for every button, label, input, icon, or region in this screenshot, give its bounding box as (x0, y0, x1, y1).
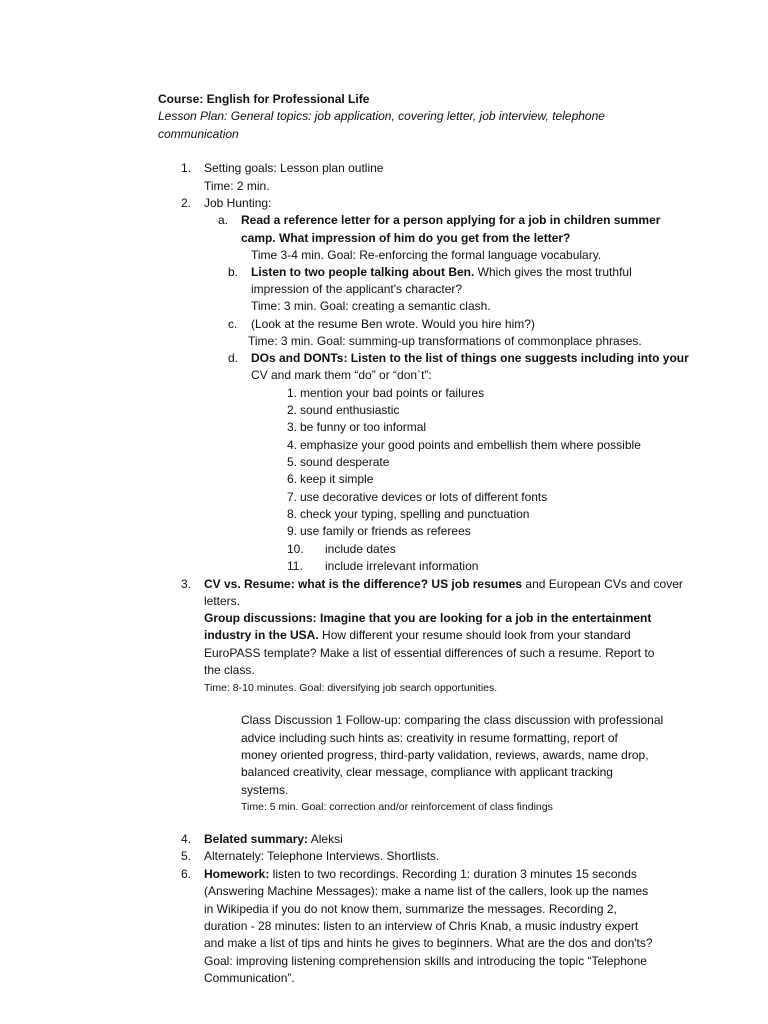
item-2c-time: Time: 3 min. Goal: summing-up transformations of commonplace phrases. (248, 334, 642, 348)
class-discussion-line-3: money oriented progress, third-party validation, reviews, awards, name drop, (241, 748, 649, 762)
dos-donts-item: sound desperate (300, 455, 390, 469)
dos-donts-number: 5. (287, 455, 298, 469)
item-4-bold: Belated summary: (204, 832, 309, 846)
group-discussion-line-4: the class. (204, 663, 255, 677)
dos-donts-item: check your typing, spelling and punctuation (300, 507, 530, 521)
item-6-line-1-rest: listen to two recordings. Recording 1: duration 3 minutes 15 seconds (269, 867, 637, 881)
dos-donts-item: emphasize your good points and embellish them where possible (300, 438, 641, 452)
item-6-line-2: (Answering Machine Messages): make a name list of the callers, look up the names (204, 884, 649, 898)
dos-donts-item: mention your bad points or failures (300, 386, 485, 400)
group-discussion-line-1: Group discussions: Imagine that you are looking for a job in the entertainment (204, 611, 652, 625)
group-discussion-line-2-bold: industry in the USA. (204, 628, 319, 642)
dos-donts-number: 8. (287, 507, 298, 521)
item-1-time: Time: 2 min. (204, 179, 270, 193)
dos-donts-number: 1. (287, 386, 298, 400)
dos-donts-number: 11. (287, 559, 303, 573)
item-4-rest: Aleksi (308, 832, 343, 846)
item-3-line-1-rest: and European CVs and cover (522, 577, 683, 591)
dos-donts-number: 6. (287, 472, 298, 486)
item-2c-line-1: (Look at the resume Ben wrote. Would you hire him?) (251, 317, 535, 331)
dos-donts-number: 9. (287, 524, 298, 538)
item-2-number: 2. (181, 196, 192, 210)
class-discussion-line-1: Class Discussion 1 Follow-up: comparing the class discussion with professional (241, 713, 664, 727)
item-2a-letter: a. (218, 213, 229, 227)
item-2c-letter: c. (228, 317, 238, 331)
dos-donts-item: sound enthusiastic (300, 403, 400, 417)
item-6-bold: Homework: (204, 867, 270, 881)
group-discussion-line-2 (204, 627, 631, 644)
class-discussion-line-5: systems. (241, 783, 289, 797)
dos-donts-number: 10. (287, 542, 304, 556)
item-6-number: 6. (181, 867, 192, 881)
course-title: Course: English for Professional Life (158, 92, 370, 106)
item-5-number: 5. (181, 849, 192, 863)
item-2b-line-1 (251, 264, 632, 281)
dos-donts-item: use family or friends as referees (300, 524, 471, 538)
dos-donts-number: 2. (287, 403, 298, 417)
item-2a-time: Time 3-4 min. Goal: Re-enforcing the formal language vocabulary. (251, 248, 602, 262)
item-2b-line-1-rest: Which gives the most truthful (474, 265, 632, 279)
group-discussion-time: Time: 8-10 minutes. Goal: diversifying job search opportunities. (204, 682, 498, 694)
item-2b-line-1-bold: Listen to two people talking about Ben. (251, 265, 475, 279)
group-discussion-line-2-rest: How different your resume should look from your standard (318, 628, 631, 642)
item-2b-time: Time: 3 min. Goal: creating a semantic clash. (251, 299, 491, 313)
dos-donts-number: 7. (287, 490, 298, 504)
item-2a-line-2: camp. What impression of him do you get from the letter? (241, 231, 571, 245)
item-5-text: Alternately: Telephone Interviews. Shortlists. (204, 849, 440, 863)
item-6-line-5: and make a list of tips and hints he gives to beginners. What are the dos and don'ts? (204, 936, 653, 950)
item-4-number: 4. (181, 832, 192, 846)
dos-donts-item: include dates (325, 542, 396, 556)
item-2b-line-2: impression of the applicant's character? (251, 282, 463, 296)
item-6-line-7: Communication”. (204, 971, 295, 985)
class-discussion-line-4: balanced creativity, clear message, compliance with applicant tracking (241, 765, 613, 779)
item-2a-line-1: Read a reference letter for a person applying for a job in children summer (241, 213, 661, 227)
item-1-title: Setting goals: Lesson plan outline (204, 161, 384, 175)
class-discussion-line-2: advice including such hints as: creativity in resume formatting, report of (241, 731, 618, 745)
group-discussion-line-3: EuroPASS template? Make a list of essential differences of such a resume. Report to (204, 646, 655, 660)
item-2-title: Job Hunting: (204, 196, 272, 210)
dos-donts-item: keep it simple (300, 472, 374, 486)
item-1-number: 1. (181, 161, 192, 175)
item-2d-line-1: DOs and DONTs: Listen to the list of things one suggests including into your (251, 351, 689, 365)
dos-donts-item: include irrelevant information (325, 559, 479, 573)
dos-donts-number: 3. (287, 420, 298, 434)
item-2b-letter: b. (228, 265, 239, 279)
item-3-line-2: letters. (204, 594, 241, 608)
class-discussion-time: Time: 5 min. Goal: correction and/or reinforcement of class findings (241, 801, 553, 813)
item-6-line-4: duration - 28 minutes: listen to an interview of Chris Knab, a music industry expert (204, 919, 639, 933)
item-2d-letter: d. (228, 351, 239, 365)
dos-donts-item: be funny or too informal (300, 420, 427, 434)
dos-donts-number: 4. (287, 438, 298, 452)
item-6-line-1 (204, 866, 637, 883)
item-6-line-6: Goal: improving listening comprehension skills and introducing the topic “Telephone (204, 954, 647, 968)
item-4-text (204, 831, 343, 848)
item-3-line-1-bold: CV vs. Resume: what is the difference? US job resumes (204, 577, 523, 591)
lesson-plan-line-1: Lesson Plan: General topics: job application, covering letter, job interview, telephone (158, 109, 605, 123)
item-2d-line-2: CV and mark them “do” or “don`t”: (251, 368, 432, 382)
item-3-number: 3. (181, 577, 192, 591)
item-6-line-3: in Wikipedia if you do not know them, summarize the messages. Recording 2, (204, 902, 617, 916)
item-3-line-1 (204, 576, 683, 593)
dos-donts-item: use decorative devices or lots of different fonts (300, 490, 548, 504)
lesson-plan-line-2: communication (158, 127, 239, 141)
